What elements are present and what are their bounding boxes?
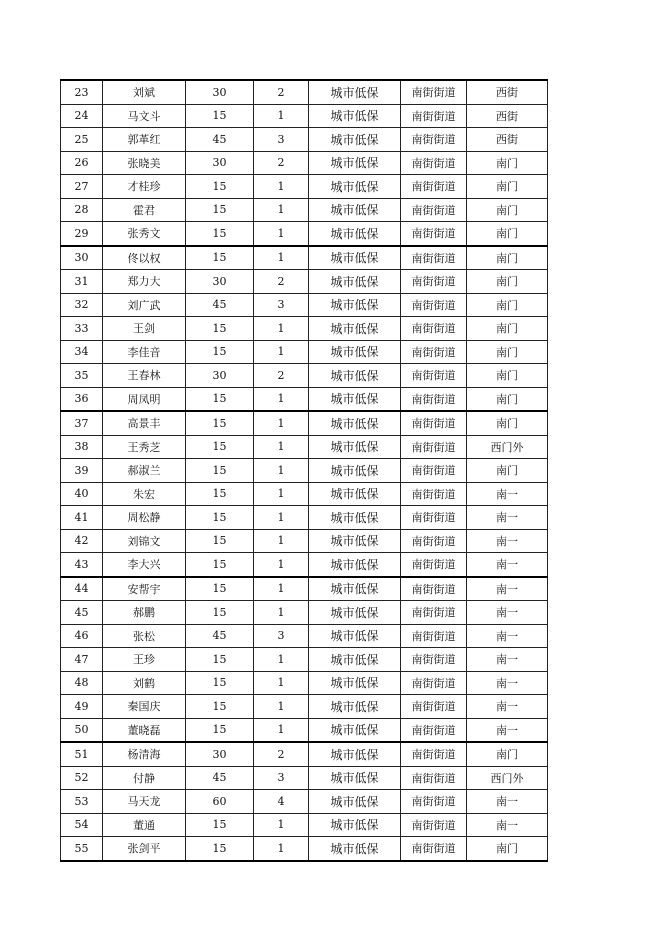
table-row	[61, 293, 548, 317]
table-row	[61, 198, 548, 222]
amount-cell: 15	[186, 648, 254, 672]
row-number-cell: 50	[61, 718, 103, 742]
person-count-cell: 4	[254, 790, 309, 814]
assistance-type-cell: 城市低保	[309, 553, 401, 577]
community-cell: 西门外	[467, 435, 548, 459]
amount-cell: 60	[186, 790, 254, 814]
row-number-cell: 28	[61, 198, 103, 222]
table-row	[61, 718, 548, 742]
person-count-cell: 1	[254, 435, 309, 459]
amount-cell: 15	[186, 387, 254, 411]
name-cell: 才桂珍	[103, 175, 186, 199]
name-cell: 霍君	[103, 198, 186, 222]
assistance-type-cell: 城市低保	[309, 270, 401, 294]
street-cell: 南街街道	[401, 790, 467, 814]
subsistence-allowance-table	[60, 79, 548, 862]
person-count-cell: 3	[254, 128, 309, 152]
street-cell: 南街街道	[401, 695, 467, 719]
table-row	[61, 601, 548, 625]
name-cell: 王春林	[103, 364, 186, 388]
row-number-cell: 37	[61, 411, 103, 435]
person-count-cell: 1	[254, 411, 309, 435]
street-cell: 南街街道	[401, 364, 467, 388]
street-cell: 南街街道	[401, 624, 467, 648]
table-row	[61, 340, 548, 364]
amount-cell: 15	[186, 104, 254, 128]
table-row	[61, 151, 548, 175]
name-cell: 张剑平	[103, 837, 186, 861]
amount-cell: 15	[186, 459, 254, 483]
community-cell: 南一	[467, 577, 548, 601]
name-cell: 郑力大	[103, 270, 186, 294]
table-row	[61, 624, 548, 648]
name-cell: 郭革红	[103, 128, 186, 152]
street-cell: 南街街道	[401, 648, 467, 672]
person-count-cell: 2	[254, 80, 309, 104]
street-cell: 南街街道	[401, 577, 467, 601]
row-number-cell: 45	[61, 601, 103, 625]
community-cell: 南一	[467, 671, 548, 695]
row-number-cell: 25	[61, 128, 103, 152]
name-cell: 李佳音	[103, 340, 186, 364]
table-row	[61, 837, 548, 861]
name-cell: 李大兴	[103, 553, 186, 577]
community-cell: 南门	[467, 198, 548, 222]
person-count-cell: 1	[254, 813, 309, 837]
row-number-cell: 23	[61, 80, 103, 104]
row-number-cell: 38	[61, 435, 103, 459]
assistance-type-cell: 城市低保	[309, 246, 401, 270]
assistance-type-cell: 城市低保	[309, 387, 401, 411]
community-cell: 南一	[467, 718, 548, 742]
table-row	[61, 766, 548, 790]
street-cell: 南街街道	[401, 151, 467, 175]
street-cell: 南街街道	[401, 529, 467, 553]
name-cell: 付静	[103, 766, 186, 790]
amount-cell: 15	[186, 695, 254, 719]
community-cell: 南门	[467, 340, 548, 364]
amount-cell: 15	[186, 718, 254, 742]
person-count-cell: 1	[254, 506, 309, 530]
community-cell: 西门外	[467, 766, 548, 790]
person-count-cell: 1	[254, 601, 309, 625]
row-number-cell: 32	[61, 293, 103, 317]
amount-cell: 30	[186, 80, 254, 104]
name-cell: 秦国庆	[103, 695, 186, 719]
street-cell: 南街街道	[401, 671, 467, 695]
row-number-cell: 42	[61, 529, 103, 553]
person-count-cell: 1	[254, 340, 309, 364]
community-cell: 南门	[467, 246, 548, 270]
street-cell: 南街街道	[401, 317, 467, 341]
community-cell: 南一	[467, 529, 548, 553]
assistance-type-cell: 城市低保	[309, 742, 401, 766]
assistance-type-cell: 城市低保	[309, 459, 401, 483]
table-row	[61, 506, 548, 530]
street-cell: 南街街道	[401, 270, 467, 294]
table-body	[61, 80, 548, 861]
street-cell: 南街街道	[401, 198, 467, 222]
table-row	[61, 246, 548, 270]
table-row	[61, 270, 548, 294]
assistance-type-cell: 城市低保	[309, 482, 401, 506]
assistance-type-cell: 城市低保	[309, 577, 401, 601]
assistance-type-cell: 城市低保	[309, 293, 401, 317]
street-cell: 南街街道	[401, 435, 467, 459]
street-cell: 南街街道	[401, 766, 467, 790]
person-count-cell: 1	[254, 553, 309, 577]
name-cell: 佟以权	[103, 246, 186, 270]
table-row	[61, 364, 548, 388]
person-count-cell: 1	[254, 175, 309, 199]
assistance-type-cell: 城市低保	[309, 718, 401, 742]
amount-cell: 15	[186, 317, 254, 341]
street-cell: 南街街道	[401, 601, 467, 625]
assistance-type-cell: 城市低保	[309, 837, 401, 861]
row-number-cell: 24	[61, 104, 103, 128]
table-row	[61, 695, 548, 719]
row-number-cell: 41	[61, 506, 103, 530]
amount-cell: 45	[186, 624, 254, 648]
assistance-type-cell: 城市低保	[309, 648, 401, 672]
assistance-type-cell: 城市低保	[309, 671, 401, 695]
street-cell: 南街街道	[401, 459, 467, 483]
community-cell: 南一	[467, 648, 548, 672]
community-cell: 西街	[467, 80, 548, 104]
amount-cell: 15	[186, 246, 254, 270]
assistance-type-cell: 城市低保	[309, 624, 401, 648]
street-cell: 南街街道	[401, 340, 467, 364]
row-number-cell: 52	[61, 766, 103, 790]
name-cell: 刘广武	[103, 293, 186, 317]
assistance-type-cell: 城市低保	[309, 128, 401, 152]
row-number-cell: 27	[61, 175, 103, 199]
row-number-cell: 53	[61, 790, 103, 814]
community-cell: 南一	[467, 506, 548, 530]
table-row	[61, 317, 548, 341]
name-cell: 董通	[103, 813, 186, 837]
amount-cell: 15	[186, 482, 254, 506]
name-cell: 高景丰	[103, 411, 186, 435]
amount-cell: 15	[186, 222, 254, 246]
row-number-cell: 48	[61, 671, 103, 695]
assistance-type-cell: 城市低保	[309, 411, 401, 435]
amount-cell: 15	[186, 837, 254, 861]
street-cell: 南街街道	[401, 175, 467, 199]
table-row	[61, 411, 548, 435]
community-cell: 南门	[467, 222, 548, 246]
name-cell: 郝鹏	[103, 601, 186, 625]
community-cell: 西街	[467, 104, 548, 128]
assistance-type-cell: 城市低保	[309, 435, 401, 459]
person-count-cell: 2	[254, 270, 309, 294]
amount-cell: 15	[186, 175, 254, 199]
community-cell: 南门	[467, 293, 548, 317]
assistance-type-cell: 城市低保	[309, 364, 401, 388]
person-count-cell: 1	[254, 317, 309, 341]
assistance-type-cell: 城市低保	[309, 529, 401, 553]
name-cell: 郝淑兰	[103, 459, 186, 483]
community-cell: 南一	[467, 790, 548, 814]
table-row	[61, 813, 548, 837]
amount-cell: 15	[186, 435, 254, 459]
person-count-cell: 3	[254, 766, 309, 790]
person-count-cell: 1	[254, 222, 309, 246]
street-cell: 南街街道	[401, 222, 467, 246]
person-count-cell: 1	[254, 459, 309, 483]
amount-cell: 30	[186, 151, 254, 175]
name-cell: 王剑	[103, 317, 186, 341]
community-cell: 南门	[467, 364, 548, 388]
row-number-cell: 26	[61, 151, 103, 175]
row-number-cell: 55	[61, 837, 103, 861]
assistance-type-cell: 城市低保	[309, 813, 401, 837]
street-cell: 南街街道	[401, 128, 467, 152]
community-cell: 南门	[467, 742, 548, 766]
assistance-type-cell: 城市低保	[309, 766, 401, 790]
person-count-cell: 1	[254, 718, 309, 742]
community-cell: 西街	[467, 128, 548, 152]
table-row	[61, 648, 548, 672]
street-cell: 南街街道	[401, 837, 467, 861]
community-cell: 南一	[467, 695, 548, 719]
name-cell: 朱宏	[103, 482, 186, 506]
row-number-cell: 34	[61, 340, 103, 364]
assistance-type-cell: 城市低保	[309, 340, 401, 364]
table-row	[61, 128, 548, 152]
row-number-cell: 46	[61, 624, 103, 648]
person-count-cell: 1	[254, 246, 309, 270]
community-cell: 南门	[467, 317, 548, 341]
community-cell: 南门	[467, 175, 548, 199]
person-count-cell: 1	[254, 695, 309, 719]
community-cell: 南一	[467, 482, 548, 506]
amount-cell: 45	[186, 293, 254, 317]
table-row	[61, 671, 548, 695]
name-cell: 马天龙	[103, 790, 186, 814]
assistance-type-cell: 城市低保	[309, 222, 401, 246]
row-number-cell: 36	[61, 387, 103, 411]
street-cell: 南街街道	[401, 80, 467, 104]
row-number-cell: 33	[61, 317, 103, 341]
person-count-cell: 3	[254, 293, 309, 317]
community-cell: 南门	[467, 411, 548, 435]
table-row	[61, 435, 548, 459]
row-number-cell: 43	[61, 553, 103, 577]
amount-cell: 15	[186, 340, 254, 364]
row-number-cell: 47	[61, 648, 103, 672]
person-count-cell: 2	[254, 742, 309, 766]
amount-cell: 45	[186, 766, 254, 790]
table-row	[61, 80, 548, 104]
name-cell: 王珍	[103, 648, 186, 672]
row-number-cell: 51	[61, 742, 103, 766]
amount-cell: 15	[186, 198, 254, 222]
name-cell: 张秀文	[103, 222, 186, 246]
person-count-cell: 2	[254, 364, 309, 388]
name-cell: 张晓美	[103, 151, 186, 175]
street-cell: 南街街道	[401, 411, 467, 435]
amount-cell: 15	[186, 553, 254, 577]
person-count-cell: 1	[254, 648, 309, 672]
name-cell: 刘斌	[103, 80, 186, 104]
assistance-type-cell: 城市低保	[309, 506, 401, 530]
row-number-cell: 31	[61, 270, 103, 294]
person-count-cell: 1	[254, 198, 309, 222]
amount-cell: 30	[186, 742, 254, 766]
community-cell: 南门	[467, 270, 548, 294]
row-number-cell: 54	[61, 813, 103, 837]
table-row	[61, 104, 548, 128]
community-cell: 南门	[467, 151, 548, 175]
assistance-type-cell: 城市低保	[309, 151, 401, 175]
amount-cell: 30	[186, 270, 254, 294]
name-cell: 周凤明	[103, 387, 186, 411]
assistance-type-cell: 城市低保	[309, 198, 401, 222]
table-row	[61, 529, 548, 553]
street-cell: 南街街道	[401, 246, 467, 270]
community-cell: 南一	[467, 601, 548, 625]
community-cell: 南一	[467, 553, 548, 577]
row-number-cell: 39	[61, 459, 103, 483]
name-cell: 安帮宇	[103, 577, 186, 601]
person-count-cell: 1	[254, 577, 309, 601]
row-number-cell: 44	[61, 577, 103, 601]
amount-cell: 15	[186, 411, 254, 435]
assistance-type-cell: 城市低保	[309, 104, 401, 128]
community-cell: 南一	[467, 813, 548, 837]
street-cell: 南街街道	[401, 506, 467, 530]
street-cell: 南街街道	[401, 553, 467, 577]
row-number-cell: 35	[61, 364, 103, 388]
table-row	[61, 577, 548, 601]
street-cell: 南街街道	[401, 718, 467, 742]
table-row	[61, 387, 548, 411]
name-cell: 杨清海	[103, 742, 186, 766]
name-cell: 刘锦文	[103, 529, 186, 553]
assistance-type-cell: 城市低保	[309, 601, 401, 625]
amount-cell: 30	[186, 364, 254, 388]
amount-cell: 15	[186, 601, 254, 625]
assistance-type-cell: 城市低保	[309, 175, 401, 199]
assistance-type-cell: 城市低保	[309, 695, 401, 719]
street-cell: 南街街道	[401, 387, 467, 411]
row-number-cell: 40	[61, 482, 103, 506]
community-cell: 南门	[467, 387, 548, 411]
name-cell: 王秀芝	[103, 435, 186, 459]
person-count-cell: 1	[254, 387, 309, 411]
table-row	[61, 222, 548, 246]
name-cell: 张松	[103, 624, 186, 648]
street-cell: 南街街道	[401, 742, 467, 766]
street-cell: 南街街道	[401, 813, 467, 837]
table-row	[61, 482, 548, 506]
amount-cell: 15	[186, 577, 254, 601]
person-count-cell: 1	[254, 482, 309, 506]
street-cell: 南街街道	[401, 104, 467, 128]
amount-cell: 15	[186, 506, 254, 530]
person-count-cell: 2	[254, 151, 309, 175]
person-count-cell: 1	[254, 104, 309, 128]
community-cell: 南一	[467, 624, 548, 648]
community-cell: 南门	[467, 459, 548, 483]
table-row	[61, 459, 548, 483]
row-number-cell: 30	[61, 246, 103, 270]
row-number-cell: 49	[61, 695, 103, 719]
name-cell: 马文斗	[103, 104, 186, 128]
person-count-cell: 1	[254, 529, 309, 553]
street-cell: 南街街道	[401, 482, 467, 506]
assistance-type-cell: 城市低保	[309, 790, 401, 814]
name-cell: 周松静	[103, 506, 186, 530]
street-cell: 南街街道	[401, 293, 467, 317]
assistance-type-cell: 城市低保	[309, 80, 401, 104]
name-cell: 刘鹤	[103, 671, 186, 695]
amount-cell: 45	[186, 128, 254, 152]
amount-cell: 15	[186, 671, 254, 695]
person-count-cell: 1	[254, 837, 309, 861]
person-count-cell: 3	[254, 624, 309, 648]
amount-cell: 15	[186, 813, 254, 837]
table-row	[61, 175, 548, 199]
person-count-cell: 1	[254, 671, 309, 695]
row-number-cell: 29	[61, 222, 103, 246]
amount-cell: 15	[186, 529, 254, 553]
table-row	[61, 553, 548, 577]
assistance-type-cell: 城市低保	[309, 317, 401, 341]
name-cell: 董晓磊	[103, 718, 186, 742]
table-row	[61, 790, 548, 814]
table-row	[61, 742, 548, 766]
community-cell: 南门	[467, 837, 548, 861]
